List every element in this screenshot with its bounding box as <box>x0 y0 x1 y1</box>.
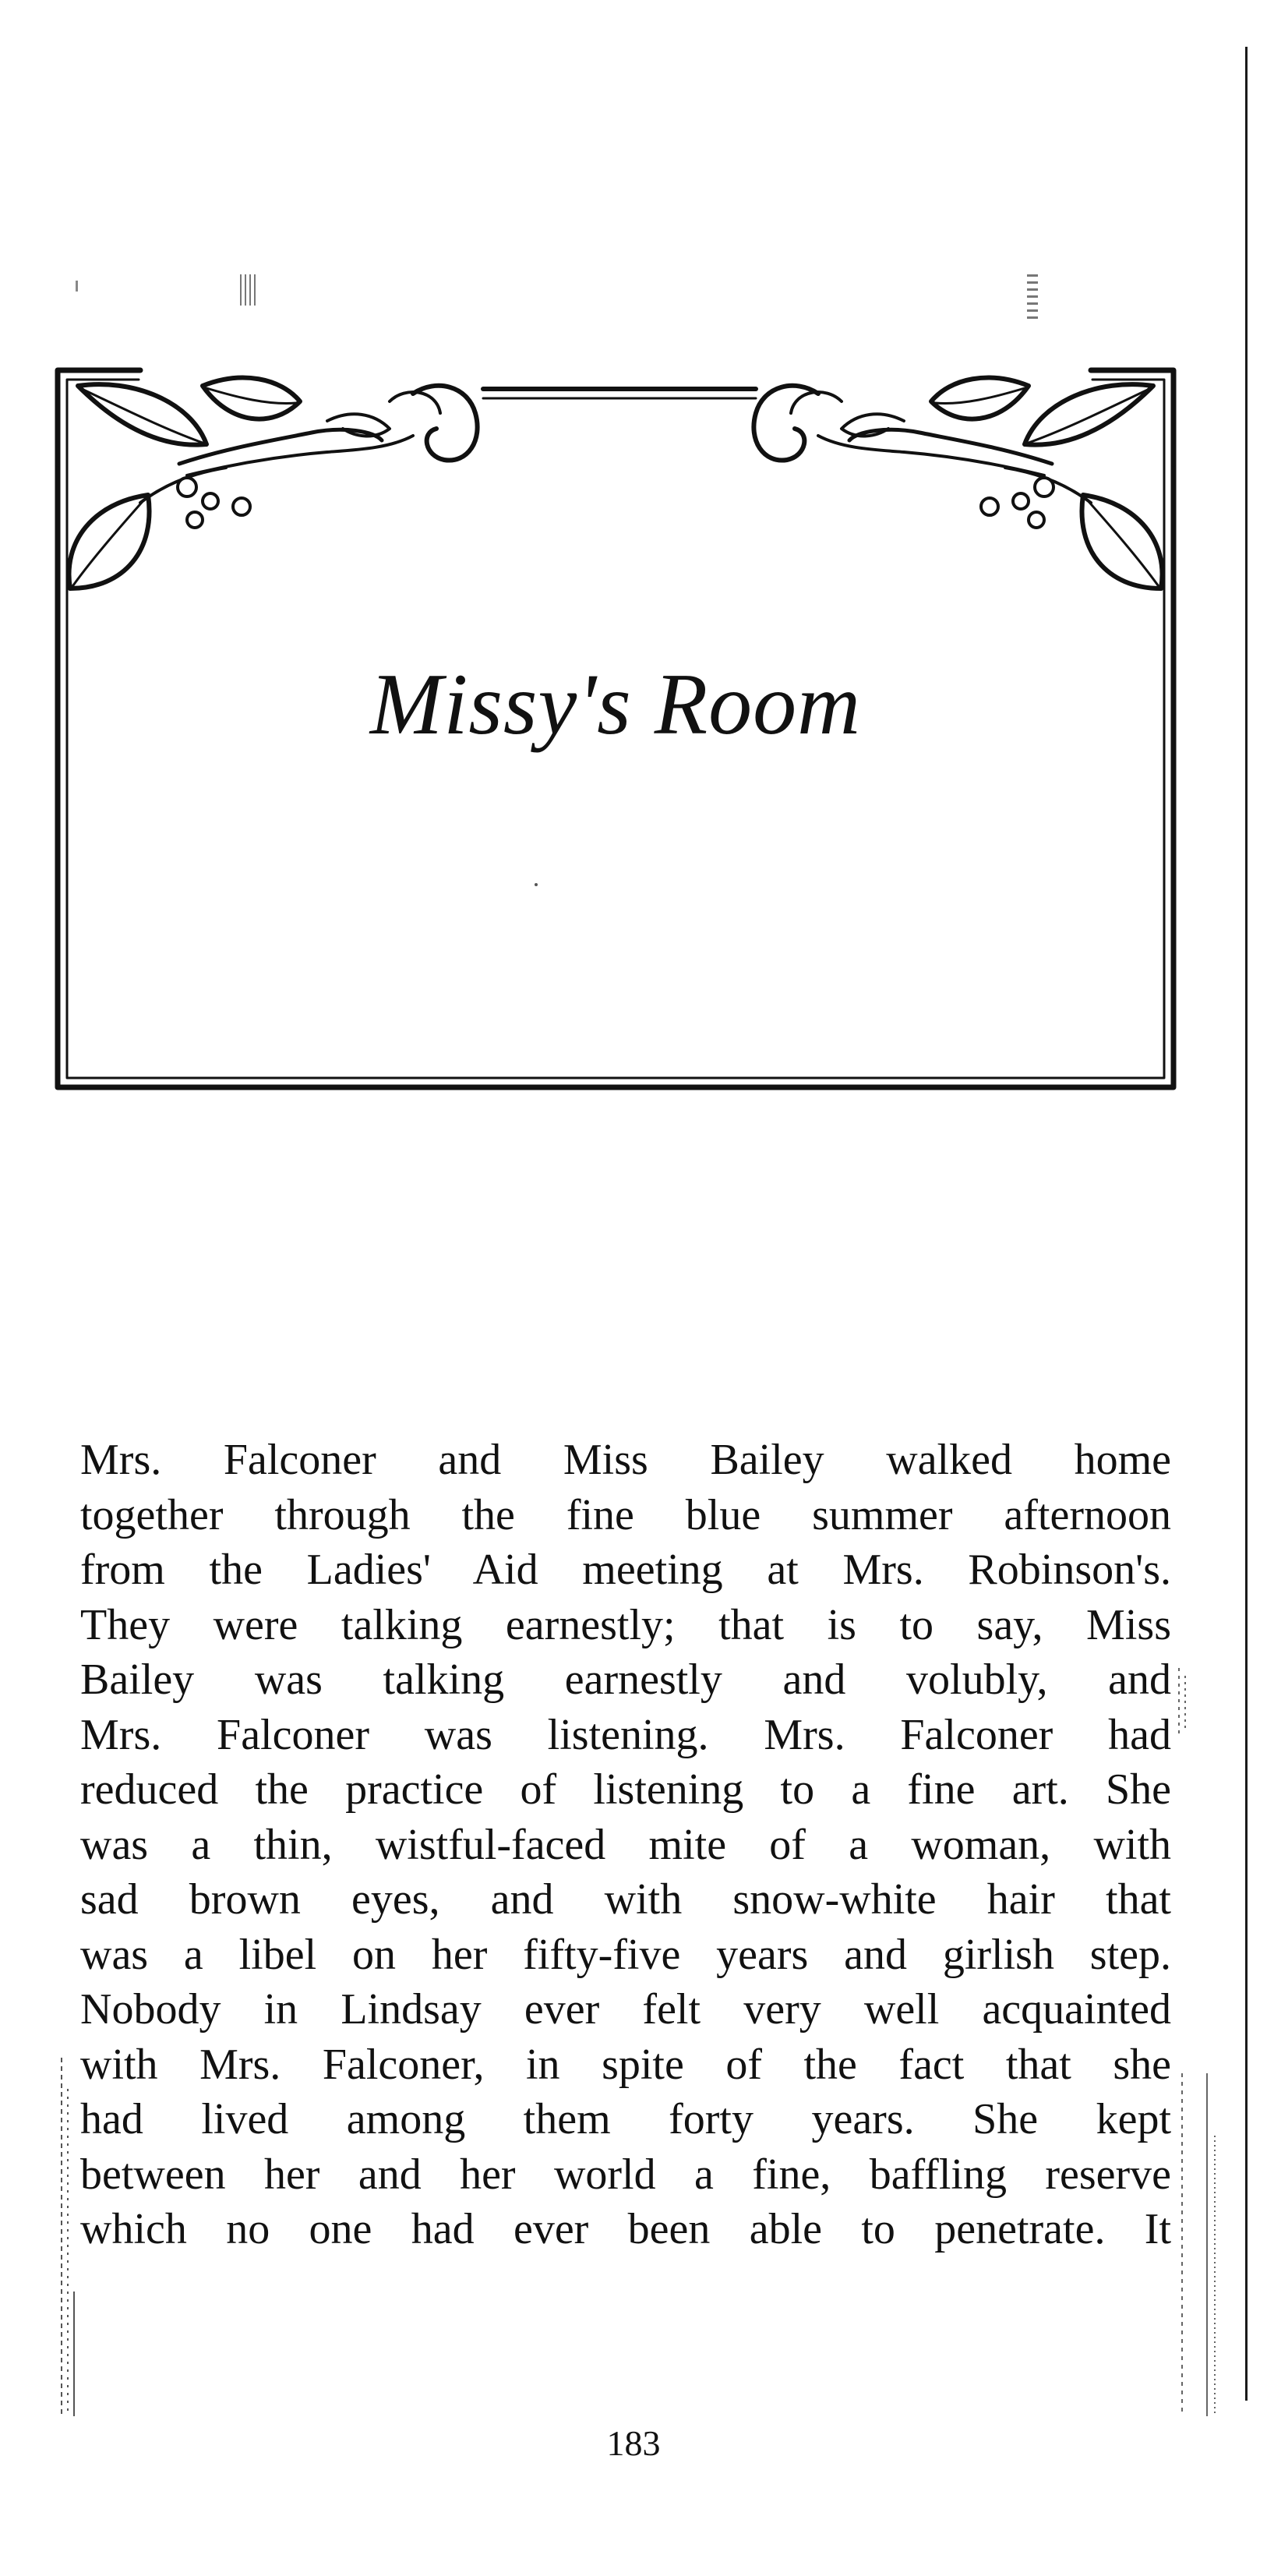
text-line: They were talking earnestly; that is to say, Miss <box>80 1600 1171 1649</box>
text-line: was a thin, wistful-faced mite of a woman, with <box>80 1820 1171 1869</box>
scan-speck <box>240 274 257 306</box>
text-line: which no one had ever been able to penetrate. It <box>80 2205 1171 2253</box>
text-line: sad brown eyes, and with snow-white hair that <box>80 1875 1171 1924</box>
chapter-title: Missy's Room <box>369 656 862 753</box>
text-line: had lived among them forty years. She kept <box>80 2095 1171 2143</box>
text-line: was a libel on her fifty-five years and girlish step. <box>80 1930 1171 1979</box>
text-line: Mrs. Falconer was listening. Mrs. Falconer had <box>80 1710 1171 1759</box>
corner-ornament-right <box>753 370 1173 588</box>
scan-speck <box>1027 274 1038 321</box>
text-line: with Mrs. Falconer, in spite of the fact that she <box>80 2040 1171 2089</box>
scan-gutter-marks-left <box>57 2058 80 2416</box>
text-line: Mrs. Falconer and Miss Bailey walked home <box>80 1436 1171 1484</box>
text-line: together through the fine blue summer afternoon <box>80 1490 1171 1539</box>
text-line: reduced the practice of listening to a fine art. She <box>80 1765 1171 1814</box>
scan-edge-line <box>1245 47 1248 2401</box>
text-line: Nobody in Lindsay ever felt very well acquainted <box>80 1985 1171 2034</box>
body-text <box>80 1433 1171 2257</box>
scan-speck <box>76 281 78 292</box>
text-line: from the Ladies' Aid meeting at Mrs. Robinson's. <box>80 1546 1171 1594</box>
corner-ornament-left <box>58 370 478 588</box>
text-line: between her and her world a fine, baffling reserve <box>80 2150 1171 2199</box>
text-line: Bailey was talking earnestly and volubly, and <box>80 1655 1171 1704</box>
scan-gutter-marks-right <box>1173 1668 1219 2416</box>
page-number: 183 <box>606 2423 661 2463</box>
